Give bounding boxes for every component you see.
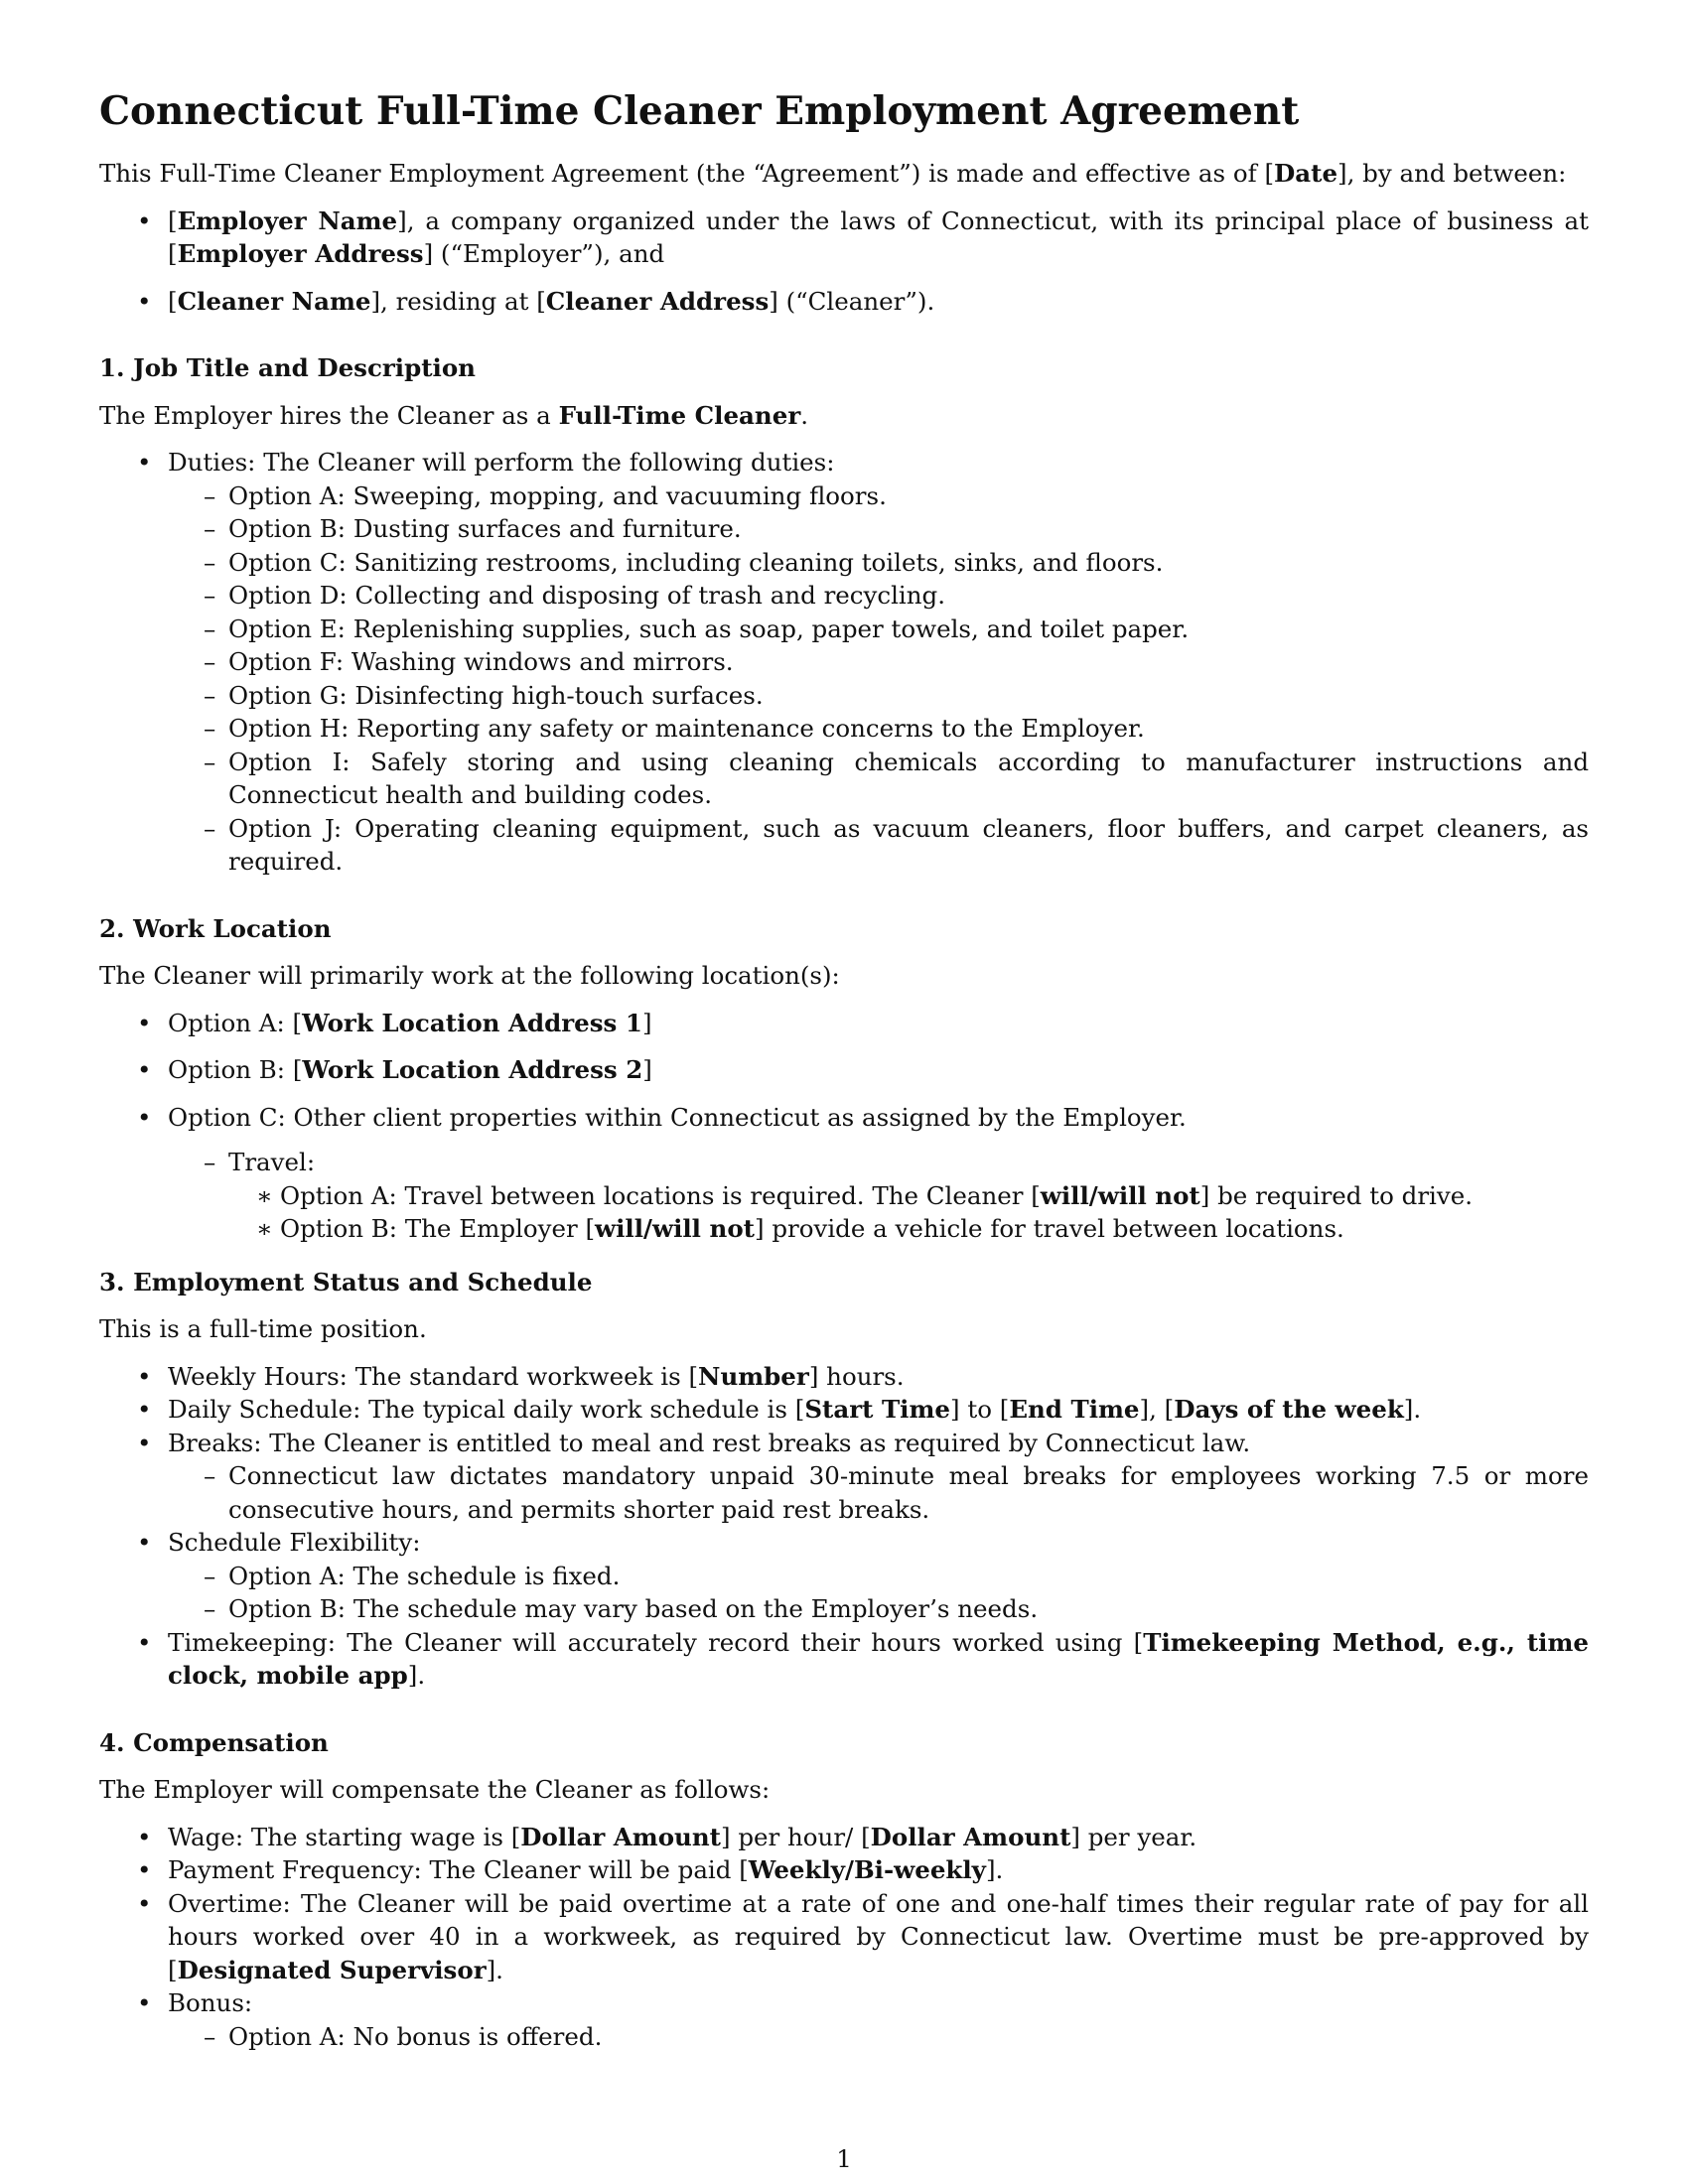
duty-option: – Option H: Reporting any safety or maintenance concerns to the Employer. — [168, 712, 1589, 746]
location-option-a: • Option A: [Work Location Address 1] — [99, 1007, 1589, 1040]
cleaner-name-placeholder: Cleaner Name — [177, 286, 371, 316]
duty-option: – Option G: Disinfecting high-touch surfaces. — [168, 679, 1589, 713]
page-number: 1 — [836, 2144, 852, 2173]
breaks-law: – Connecticut law dictates mandatory unpaid 30-minute meal breaks for employees working 7.5 or more consecutive hours, and permits shorter paid rest breaks. — [168, 1459, 1589, 1526]
status-intro: This is a full-time position. — [99, 1314, 427, 1343]
location-list — [99, 1007, 1589, 1246]
date-placeholder: Date — [1274, 159, 1338, 188]
daily-schedule: • Daily Schedule: The typical daily work schedule is [Start Time] to [End Time], [Days of the week]. — [99, 1393, 1589, 1427]
duty-option: – Option A: Sweeping, mopping, and vacuuming floors. — [168, 479, 1589, 513]
flex-option-a: – Option A: The schedule is fixed. — [168, 1560, 1589, 1593]
travel-option-a: ∗ Option A: Travel between locations is required. The Cleaner [will/will not] be required to drive. — [228, 1179, 1589, 1213]
duty-option: – Option I: Safely storing and using cleaning chemicals according to manufacturer instructions and Connecticut health and building codes. — [168, 746, 1589, 812]
breaks-item: • Breaks: The Cleaner is entitled to meal and rest breaks as required by Connecticut law. – Connecticut law dictates mandatory unpaid 30-minute meal breaks for employees working 7.5 or more consecutive hours, and permits shorter paid rest breaks. — [99, 1427, 1589, 1527]
schedule-list — [99, 1360, 1589, 1693]
duties-item: • Duties: The Cleaner will perform the following duties: – Option A: Sweeping, mopping, and vacuuming floors. – Option B: Dusting surfaces and furniture. – Option C: Sanitizing restrooms, including cleaning toilets, sinks, and floors. – Option D: Collecting and disposing of trash and recycling. – Option E: Replenishing supplies, such as soap, paper towels, and toilet paper. – Option F: Washing windows and mirrors. – Option G: Disinfecting high-touch surfaces. – Option H: Reporting any safety or maintenance concerns to the Employer. – Option I: Safely storing and using cleaning chemicals according to manufacturer instructions and Connecticut health and building codes. – Option J: Operating cleaning equipment, such as vacuum cleaners, floor buffers, and carpet cleaners, as required. — [99, 446, 1589, 879]
bonus-option-a: – Option A: No bonus is offered. — [168, 2020, 1589, 2054]
travel-list — [107, 1146, 1589, 1246]
travel-options — [228, 1179, 1589, 1246]
weekly-hours: • Weekly Hours: The standard workweek is [Number] hours. — [99, 1360, 1589, 1394]
duty-option: – Option E: Replenishing supplies, such as soap, paper towels, and toilet paper. — [168, 613, 1589, 646]
section-4-heading: 4. Compensation — [99, 1727, 329, 1757]
wage-item: • Wage: The starting wage is [Dollar Amount] per hour/ [Dollar Amount] per year. — [99, 1821, 1589, 1854]
employer-name-placeholder: Employer Name — [177, 205, 398, 235]
document-title: Connecticut Full-Time Cleaner Employment Agreement — [99, 88, 1300, 134]
hire-paragraph: The Employer hires the Cleaner as a Full-Time Cleaner. — [99, 400, 809, 430]
location-option-b: • Option B: [Work Location Address 2] — [99, 1053, 1589, 1087]
section-1-heading: 1. Job Title and Description — [99, 353, 476, 382]
duty-option: – Option J: Operating cleaning equipment, such as vacuum cleaners, floor buffers, and carpet cleaners, as required. — [168, 812, 1589, 879]
flex-options — [107, 1560, 1589, 1626]
duty-option: – Option B: Dusting surfaces and furniture. — [168, 512, 1589, 546]
duties-list — [99, 446, 1589, 879]
party-cleaner: • [Cleaner Name], residing at [Cleaner Address] (“Cleaner”). — [99, 285, 1589, 319]
parties-list — [99, 205, 1589, 319]
timekeeping-item: • Timekeeping: The Cleaner will accurately record their hours worked using [Timekeeping Method, e.g., time clock, mobile app]. — [99, 1626, 1589, 1693]
duty-option: – Option C: Sanitizing restrooms, including cleaning toilets, sinks, and floors. — [168, 546, 1589, 580]
schedule-flexibility: • Schedule Flexibility: – Option A: The schedule is fixed. – Option B: The schedule may vary based on the Employer’s needs. — [99, 1526, 1589, 1626]
compensation-intro: The Employer will compensate the Cleaner as follows: — [99, 1775, 771, 1804]
overtime-item: • Overtime: The Cleaner will be paid overtime at a rate of one and one-half times their regular rate of pay for all hours worked over 40 in a workweek, as required by Connecticut law. Overtime must be pre-approved by [Designated Supervisor]. — [99, 1887, 1589, 1987]
flex-option-b: – Option B: The schedule may vary based on the Employer’s needs. — [168, 1592, 1589, 1626]
location-intro: The Cleaner will primarily work at the following location(s): — [99, 961, 840, 990]
bonus-options — [107, 2020, 1589, 2054]
party-employer: • [Employer Name], a company organized under the laws of Connecticut, with its principal place of business at [Employer Address] (“Employer”), and — [99, 205, 1589, 271]
section-3-heading: 3. Employment Status and Schedule — [99, 1267, 593, 1297]
employer-address-placeholder: Employer Address — [177, 239, 424, 268]
bonus-item: • Bonus: – Option A: No bonus is offered. — [99, 1986, 1589, 2053]
payment-frequency: • Payment Frequency: The Cleaner will be paid [Weekly/Bi-weekly]. — [99, 1853, 1589, 1887]
compensation-list — [99, 1821, 1589, 2054]
duty-option: – Option D: Collecting and disposing of trash and recycling. — [168, 579, 1589, 613]
breaks-sublist — [107, 1459, 1589, 1526]
agreement-document — [99, 85, 1589, 2053]
travel-item: – Travel: ∗ Option A: Travel between locations is required. The Cleaner [will/will not] be required to drive. ∗ Option B: The Employer [will/will not] provide a vehicle for travel between locations. — [168, 1146, 1589, 1246]
section-2-heading: 2. Work Location — [99, 913, 332, 943]
duties-options — [107, 479, 1589, 879]
intro-paragraph: This Full-Time Cleaner Employment Agreement (the “Agreement”) is made and effective as of [Date], by and between: — [99, 159, 1567, 188]
cleaner-address-placeholder: Cleaner Address — [545, 286, 770, 316]
duty-option: – Option F: Washing windows and mirrors. — [168, 645, 1589, 679]
location-option-c: • Option C: Other client properties within Connecticut as assigned by the Employer. – Travel: ∗ Option A: Travel between locations is required. The Cleaner [will/will not] be required to drive. ∗ Option B: The Employer [will/will not] provide a vehicle for travel between locations. — [99, 1101, 1589, 1246]
travel-option-b: ∗ Option B: The Employer [will/will not] provide a vehicle for travel between locations. — [228, 1212, 1589, 1246]
